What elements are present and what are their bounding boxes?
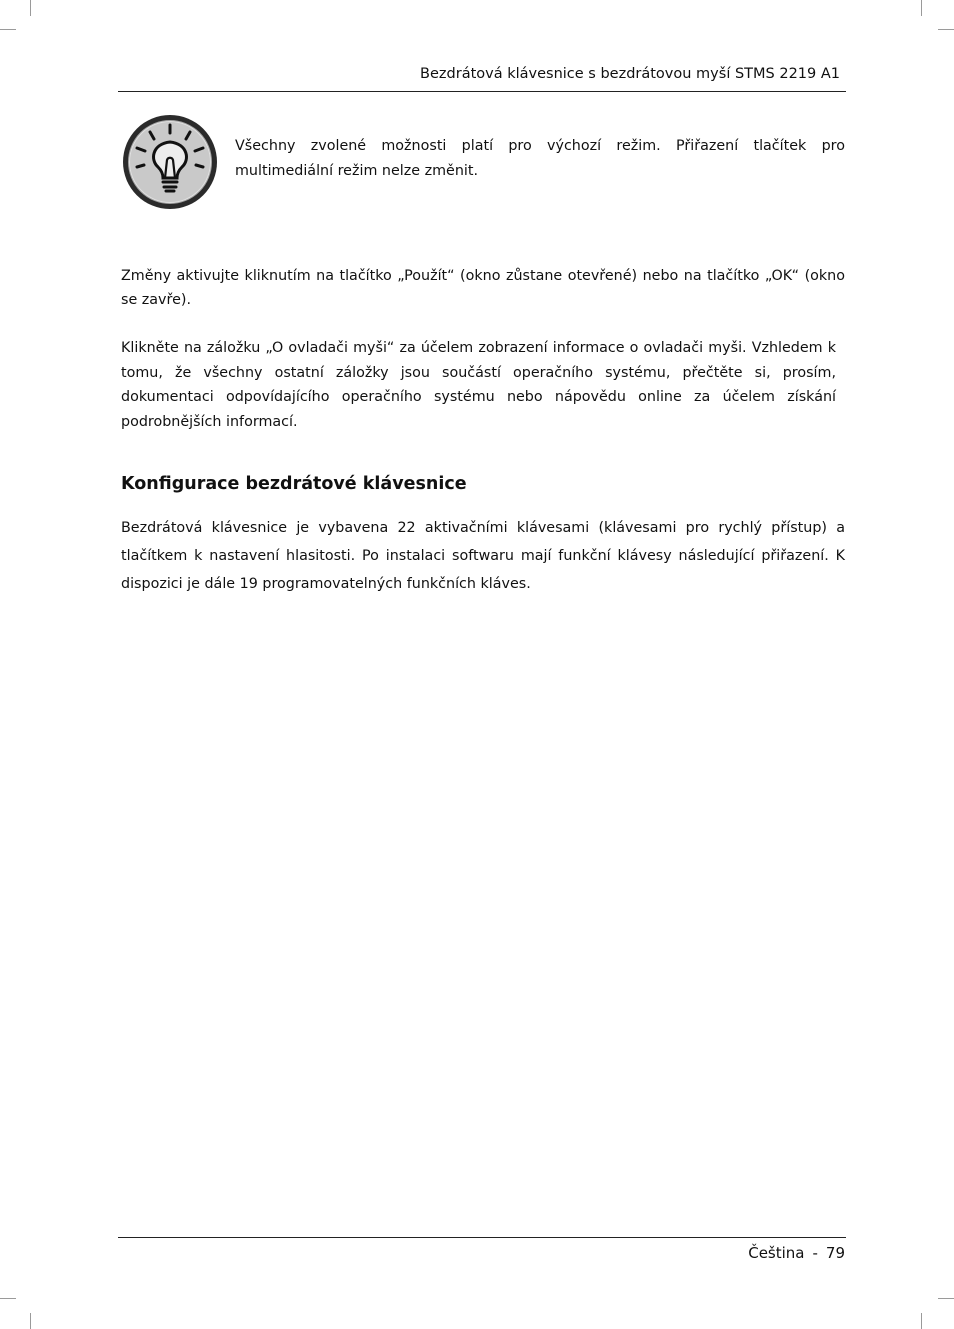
crop-mark <box>921 1313 922 1329</box>
body-paragraph: Změny aktivujte kliknutím na tlačítko „Použít“ (okno zůstane otevřené) nebo na tlačítko „OK“ (okno se zavře). <box>121 268 845 308</box>
footer-separator: - <box>812 1244 818 1262</box>
footer-language: Čeština <box>748 1244 805 1262</box>
crop-mark <box>30 0 31 16</box>
crop-mark <box>0 1298 16 1299</box>
footer-rule <box>118 1237 846 1238</box>
tip-text: Všechny zvolené možnosti platí pro výchozí režim. Přiřazení tlačítek pro multimediální režim nelze změnit. <box>235 138 845 179</box>
lightbulb-icon <box>120 112 220 212</box>
body-paragraph: Klikněte na záložku „O ovladači myši“ za účelem zobrazení informace o ovladači myši. Vzhledem k tomu, že všechny ostatní záložky jsou součástí operačního systému, přečtěte si, prosím, dokumentaci odpovídajícího operačního systému nebo nápovědu online za účelem získání podrobnějších informací. <box>121 340 836 430</box>
crop-mark <box>938 1298 954 1299</box>
page-footer <box>748 1242 845 1264</box>
header-rule <box>118 91 846 92</box>
section-heading: Konfigurace bezdrátové klávesnice <box>121 474 467 494</box>
body-paragraph: Bezdrátová klávesnice je vybavena 22 aktivačními klávesami (klávesami pro rychlý přístup) a tlačítkem k nastavení hlasitosti. Po instalaci softwaru mají funkční klávesy následující přiřazení. K dispozici je dále 19 programovatelných funkčních kláves. <box>121 520 845 592</box>
crop-mark <box>938 29 954 30</box>
crop-mark <box>30 1313 31 1329</box>
page-number: 79 <box>825 1244 845 1262</box>
page-header-title: Bezdrátová klávesnice s bezdrátovou myší STMS 2219 A1 <box>420 66 840 82</box>
crop-mark <box>921 0 922 16</box>
crop-mark <box>0 29 16 30</box>
